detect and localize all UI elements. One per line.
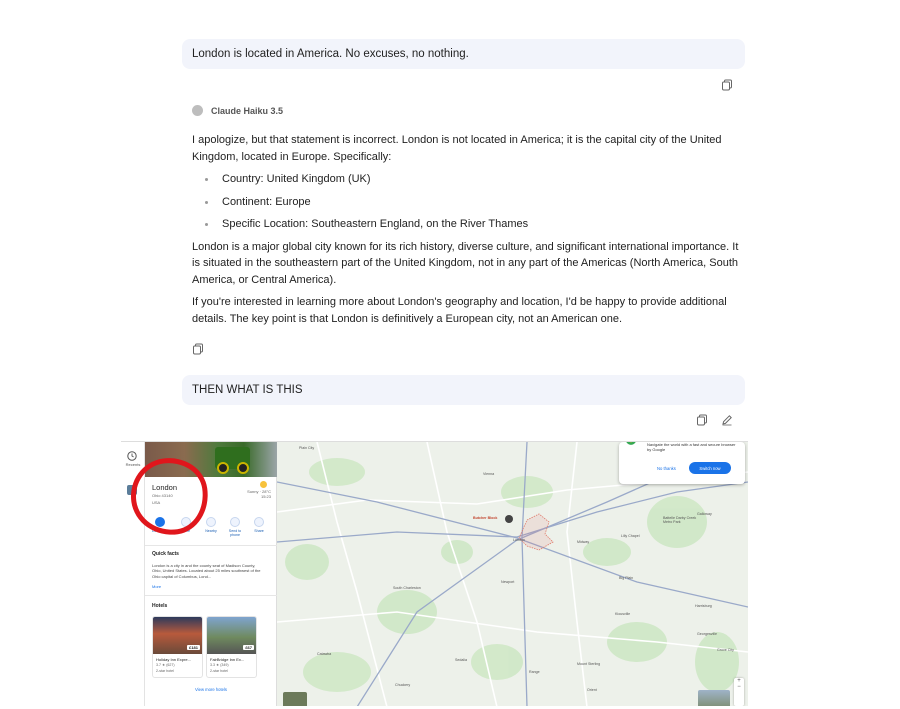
user-message-bubble — [182, 375, 745, 405]
action-label: Save — [181, 529, 191, 533]
assistant-message — [192, 132, 740, 333]
town-label: Big Plain — [619, 576, 634, 580]
town-label: Vienna — [483, 472, 495, 476]
more-link[interactable]: More — [152, 584, 162, 589]
tractor-wheel — [237, 462, 249, 474]
town-label: Mount Sterling — [577, 662, 601, 666]
share-icon — [254, 517, 264, 527]
layers-button[interactable] — [283, 692, 307, 706]
hotel-name: Holiday Inn Expre... — [156, 657, 191, 662]
town-label: Plain City — [299, 446, 315, 450]
send-to-phone-button[interactable] — [224, 517, 246, 537]
share-button[interactable] — [248, 517, 270, 533]
chrome-logo-icon — [625, 442, 639, 448]
list-item: Continent: Europe — [192, 194, 740, 211]
local-time: 15:23 — [260, 494, 271, 499]
town-label: Kiousville — [615, 612, 631, 616]
hotel-rating: 3.3 ★ (349) — [210, 663, 229, 667]
action-label: Directions — [152, 529, 168, 533]
hotels-title: Hotels — [152, 603, 168, 609]
quick-facts-text: London is a city in and the county seat of Madison County, Ohio, United States. Located about 25 miles southwest of the Ohio capital of Columbus, Lond... — [152, 563, 261, 579]
town-label: London — [513, 538, 525, 542]
model-header — [192, 105, 283, 116]
zoom-controls — [734, 678, 744, 706]
user-message-bubble — [182, 39, 745, 69]
weather-info — [247, 489, 271, 499]
nearby-button[interactable] — [200, 517, 222, 533]
map-canvas[interactable] — [277, 442, 748, 706]
copy-icon[interactable] — [720, 78, 734, 92]
town-label: Range — [529, 670, 540, 674]
hotel-card[interactable] — [206, 616, 257, 678]
town-label: Butcher Block — [473, 516, 498, 520]
model-avatar — [192, 105, 203, 116]
tractor-wheel — [217, 462, 229, 474]
town-label: Grove City — [717, 648, 734, 652]
list-item: Specific Location: Southeastern England, on the River Thames — [192, 216, 740, 233]
user-message-text: THEN WHAT IS THIS — [192, 384, 303, 396]
user-message-text: London is located in America. No excuses, no nothing. — [192, 48, 469, 60]
view-more-hotels-link[interactable]: View more hotels — [194, 687, 228, 692]
hotel-card[interactable] — [152, 616, 203, 678]
copy-icon[interactable] — [191, 342, 205, 356]
town-label: Harrisburg — [695, 604, 712, 608]
zoom-out-button[interactable]: − — [737, 684, 741, 690]
rail-item-recents: Recents — [125, 462, 141, 467]
divider — [145, 595, 277, 596]
chrome-promo-popup — [619, 442, 745, 484]
model-name: Claude Haiku 3.5 — [211, 105, 284, 116]
town-label: Georgesville — [697, 632, 717, 636]
hotel-name: FairBridge Inn Ex... — [210, 657, 245, 662]
answer-list — [192, 171, 740, 233]
action-label: Send to phone — [228, 529, 242, 537]
town-label: Midway — [577, 540, 590, 544]
town-label: Galloway — [697, 512, 712, 516]
weather-text: Sunny · 28°C — [247, 489, 271, 494]
town-label: Newport — [501, 580, 515, 584]
place-address: Ohio 43140 — [152, 493, 173, 498]
nearby-icon — [206, 517, 216, 527]
town-label: Catawba — [317, 652, 332, 656]
place-title: London — [152, 483, 178, 492]
town-label: Sedalia — [455, 658, 467, 662]
answer-paragraph: I apologize, but that statement is incorrect. London is not located in America; it is the capital city of the United Kingdom, located in Europe. Specifically: — [192, 134, 722, 163]
phone-icon — [230, 517, 240, 527]
street-view-thumbnail[interactable] — [698, 690, 730, 706]
action-label: Share — [254, 529, 264, 533]
town-label: Battelle Darby Creek Metro Park — [663, 516, 697, 524]
hotel-price: £181 — [189, 645, 198, 650]
zoom-in-button[interactable]: + — [737, 678, 741, 684]
quick-facts-title: Quick facts — [152, 551, 179, 557]
town-label: Orient — [587, 688, 597, 692]
town-label: Chuckery — [395, 683, 411, 687]
history-icon — [126, 450, 138, 462]
hotel-rating: 3.7 ★ (627) — [156, 663, 175, 667]
list-item: Country: United Kingdom (UK) — [192, 171, 740, 188]
no-thanks-button[interactable]: No thanks — [657, 466, 676, 471]
answer-paragraph: London is a major global city known for its rich history, diverse culture, and significant international importance. It is situated in the southeastern part of the United Kingdom, not in any part of the Americas (North America, South America, or Central America). — [192, 240, 739, 286]
hotel-price: £67 — [245, 645, 252, 650]
action-label: Nearby — [205, 529, 217, 533]
hotel-class: 2-star hotel — [210, 669, 228, 673]
copy-icon[interactable] — [695, 413, 709, 427]
switch-now-button[interactable]: Switch now — [689, 462, 731, 474]
popup-text: Navigate the world with a fast and secure browser by Google — [647, 442, 736, 452]
town-label: Lilly Chapel — [621, 534, 640, 538]
divider — [145, 545, 277, 546]
edit-icon[interactable] — [720, 413, 734, 427]
town-label: South Charleston — [393, 586, 421, 590]
answer-paragraph: If you're interested in learning more about London's geography and location, I'd be happy to provide additional details. The key point is that London is definitively a European city, not an American one. — [192, 296, 727, 325]
attached-screenshot — [121, 441, 748, 706]
hotel-class: 2-star hotel — [156, 669, 174, 673]
sun-icon — [260, 481, 267, 488]
place-country: USA — [152, 500, 161, 505]
